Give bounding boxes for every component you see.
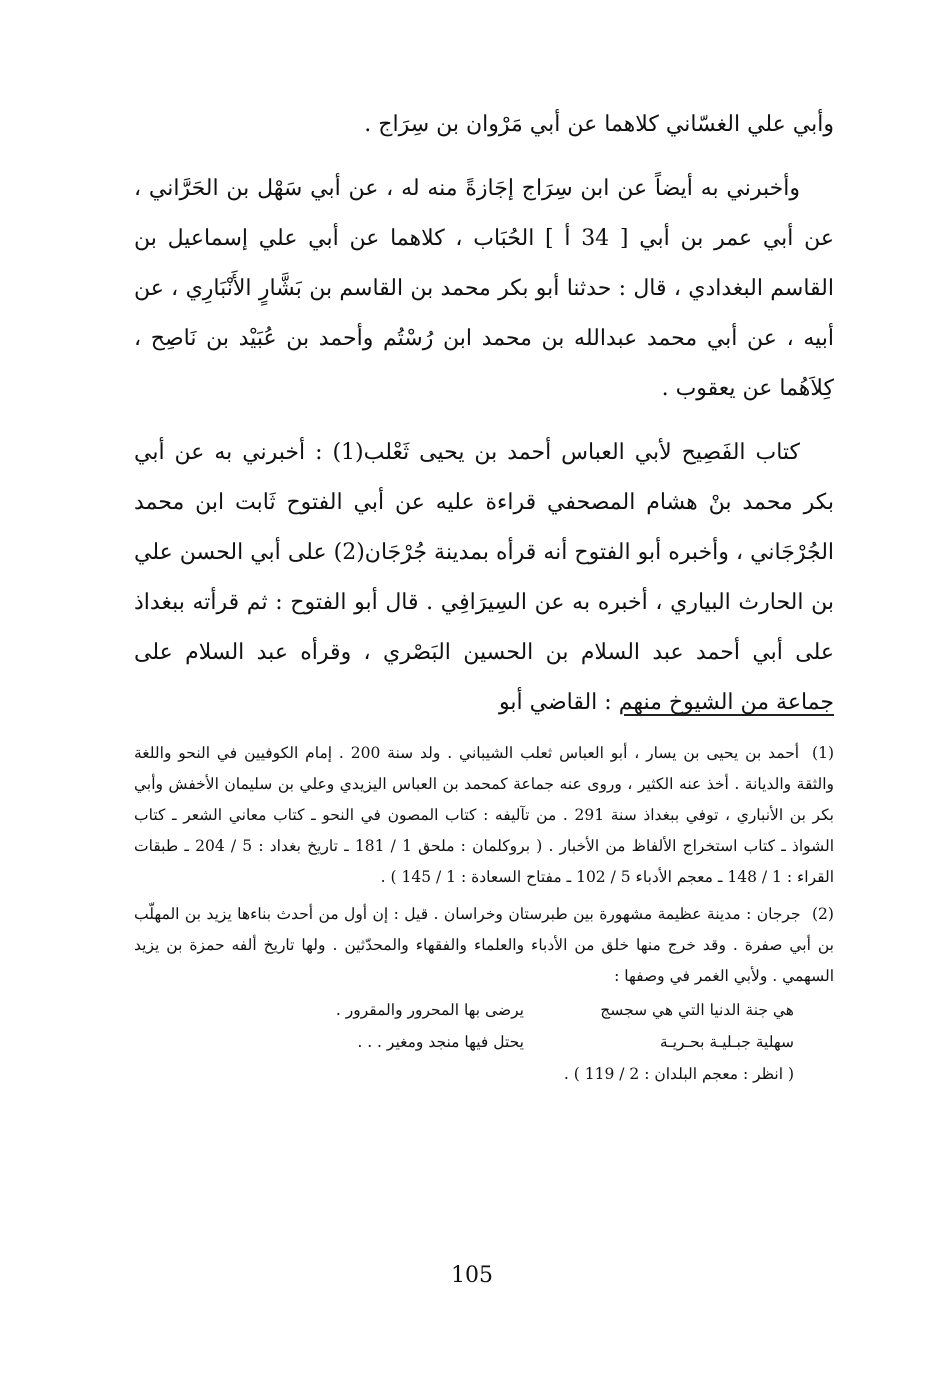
paragraph-1: وأبي علي الغسّاني كلاهما عن أبي مَرْوان بن سِرَاج . xyxy=(364,112,834,137)
footnote-reference: ( انظر : معجم البلدان : 2 / 119 ) . xyxy=(563,1065,794,1083)
footnote-number: (2) xyxy=(811,905,834,923)
verse-hemistich: هي جنة الدنيا التي هي سجسج xyxy=(600,1001,794,1019)
verse-hemistich: يرضى بها المحرور والمقرور . xyxy=(335,1001,524,1019)
footnote-divider xyxy=(624,714,834,716)
footnotes xyxy=(134,738,834,1096)
footnote-text: أحمد بن يحيى بن يسار ، أبو العباس ثعلب الشيباني . ولد سنة 200 . إمام الكوفيين في النحو واللغة والثقة والديانة . أخذ عنه الكثير ، وروى عنه جماعة كمحمد بن العباس اليزيدي وعلي بن سليمان الأخفش وأبي بكر بن الأنباري ، توفي ببغداذ سنة 291 . من تآليفه : كتاب المصون في النحو ـ كتاب معاني الشعر ـ كتاب الشواذ ـ كتاب استخراج الألفاظ من الأخبار . ( بروكلمان : ملحق 1 / 181 ـ تاريخ بغداد : 5 / 204 ـ طبقات القراء : 1 / 148 ـ معجم الأدباء 5 / 102 ـ مفتاح السعادة : 1 / 145 ) . xyxy=(134,744,834,886)
verse-line xyxy=(134,994,794,1026)
footnote-number: (1) xyxy=(812,744,834,762)
verse-hemistich: سهلية جبـليـة بحـريـة xyxy=(659,1033,794,1051)
footnote-2 xyxy=(134,899,834,1090)
paragraph-3: كتاب الفَصِيح لأبي العباس أحمد بن يحيى ثَعْلب(1) : أخبرني به عن أبي بكر محمد بنْ هشام المصحفي قراءة عليه عن أبي الفتوح ثَابت ابن محمد الجُرْجَاني ، وأخبره أبو الفتوح أنه قرأه بمدينة جُرْجَان(2) على أبي الحسن علي بن الحارث البياري ، أخبره به عن السِيرَافِي . قال أبو الفتوح : ثم قرأته ببغداذ على أبي أحمد عبد السلام بن الحسين البَصْري ، وقرأه عبد السلام على جماعة من الشيوخ منهم : القاضي أبو xyxy=(134,440,835,715)
verse-hemistich: يحتل فيها منجد ومغير . . . xyxy=(357,1033,524,1051)
paragraph-2: وأخبرني به أيضاً عن ابن سِرَاج إجَازةً منه له ، عن أبي سَهْل بن الحَرَّاني ، عن أبي عمر بن أبي [ 34 أ ] الحُبَاب ، كلاهما عن أبي علي إسماعيل بن القاسم البغدادي ، قال : حدثنا أبو بكر محمد بن القاسم بن بَشَّارٍ الأَنْبَارِي ، عن أبيه ، عن أبي محمد عبدالله بن محمد ابن رُسْتُم وأحمد بن عُبَيْد بن نَاصِح ، كِلاَهُما عن يعقوب . xyxy=(134,176,834,401)
verse-line xyxy=(134,1026,794,1058)
footnote-text: جرجان : مدينة عظيمة مشهورة بين طبرستان وخراسان . قيل : إن أول من أحدث بناءها يزيد بن المهلّب بن أبي صفرة . وقد خرج منها خلق من الأدباء والعلماء والفقهاء والمحدّثين . ولها تاريخ ألفه حمزة بن يزيد السهمي . ولأبي الغمر في وصفها : xyxy=(134,905,834,985)
page-number: 105 xyxy=(451,1263,493,1288)
main-text xyxy=(134,100,834,742)
poem xyxy=(134,994,794,1058)
footnote-1 xyxy=(134,738,834,893)
